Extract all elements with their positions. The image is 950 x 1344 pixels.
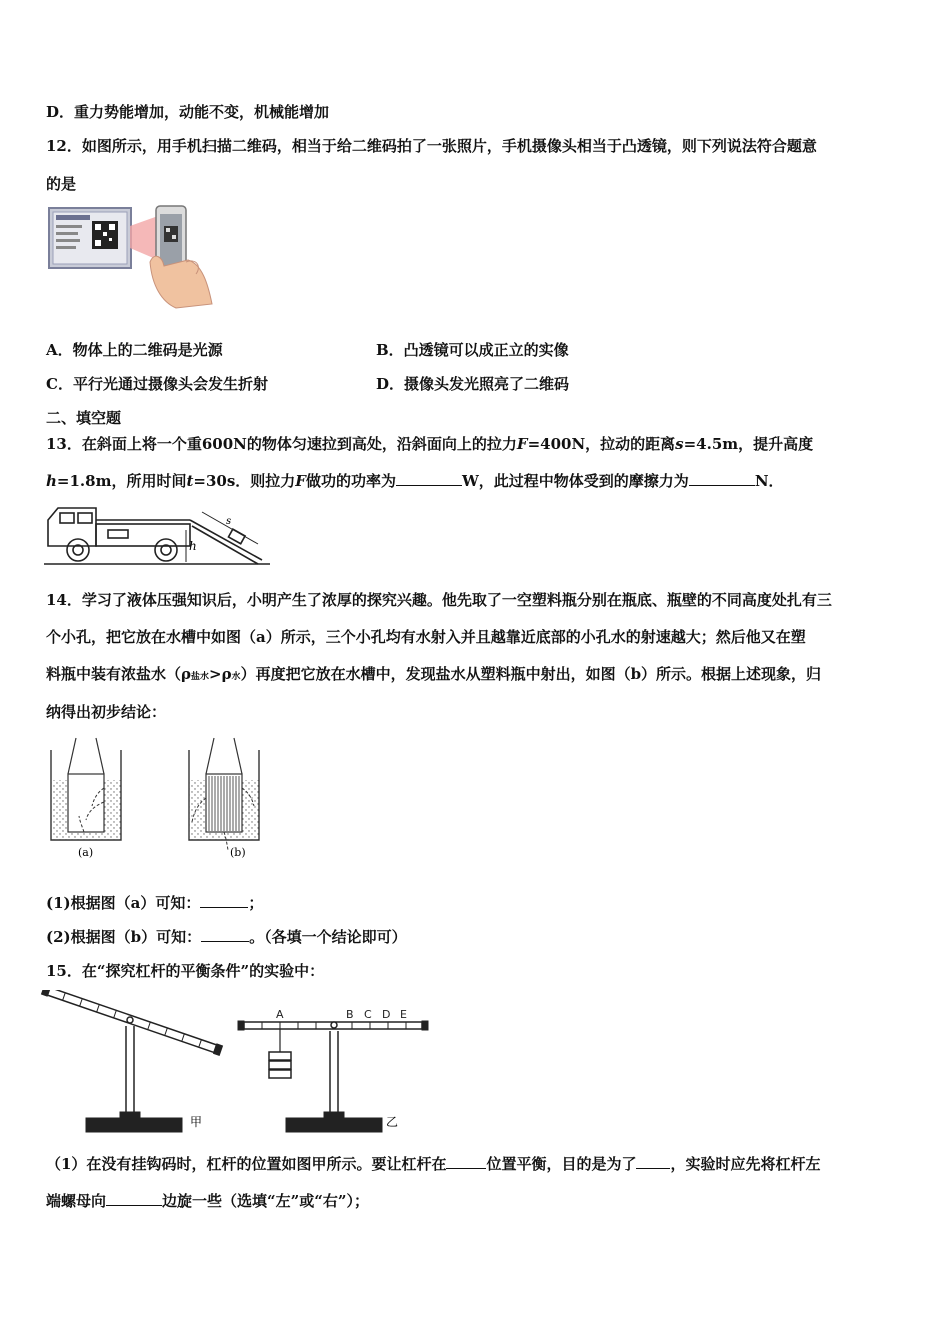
- ramp-distance-label: s: [226, 516, 232, 527]
- q14-line3: 料瓶中装有浓盐水（ρ盐水>ρ水）再度把它放在水槽中，发现盐水从塑料瓶中射出，如图（b）所示。根据上述现象，归: [46, 665, 822, 683]
- fig-a-label: (a): [78, 846, 94, 859]
- fig-b-label: (b): [230, 846, 246, 859]
- lever-label-d: D: [382, 1008, 391, 1021]
- q15-blank-position[interactable]: [446, 1154, 486, 1169]
- lever-label-e: E: [400, 1008, 407, 1021]
- q12-stem-line1: 12．如图所示，用手机扫描二维码，相当于给二维码拍了一张照片，手机摄像头相当于凸透镜，则下列说法符合题意: [46, 137, 817, 155]
- q12-stem-line2: 的是: [46, 175, 77, 193]
- q15-sub1-line2: 端螺母向 边旋一些（选填“左”或“右”）；: [46, 1192, 370, 1210]
- q14-blank-2[interactable]: [201, 927, 249, 942]
- q14-line2: 个小孔，把它放在水槽中如图（a）所示，三个小孔均有水射入并且越靠近底部的小孔水的射速越大；然后他又在塑: [46, 628, 806, 646]
- lever-label-a: A: [276, 1008, 284, 1021]
- q13-friction-blank[interactable]: [689, 471, 755, 486]
- q15-stem: 15．在“探究杠杆的平衡条件”的实验中：: [46, 962, 325, 980]
- q15-blank-direction[interactable]: [106, 1191, 162, 1206]
- q14-sub1: (1)根据图（a）可知： ；: [46, 894, 264, 912]
- bottle-tank-figure: [46, 736, 276, 862]
- q13-power-blank[interactable]: [396, 471, 462, 486]
- qr-scan-figure: [46, 204, 218, 310]
- fig-jia-label: 甲: [190, 1115, 203, 1129]
- q12-option-d: D．摄像头发光照亮了二维码: [376, 375, 570, 393]
- q15-blank-purpose[interactable]: [636, 1154, 670, 1169]
- q13-line1: 13．在斜面上将一个重600N的物体匀速拉到高处，沿斜面向上的拉力F=400N，拉动的距离s=4.5m，提升高度: [46, 435, 814, 453]
- q14-line4: 纳得出初步结论：: [46, 703, 167, 721]
- q11-option-d: D．重力势能增加，动能不变，机械能增加: [46, 103, 330, 121]
- ramp-height-label: h: [189, 539, 197, 553]
- fig-yi-label: 乙: [386, 1115, 399, 1129]
- q14-sub2: (2)根据图（b）可知： 。（各填一个结论即可）: [46, 928, 407, 946]
- q12-option-a: A．物体上的二维码是光源: [46, 341, 223, 359]
- q12-option-b: B．凸透镜可以成正立的实像: [376, 341, 569, 359]
- lever-figure: [40, 990, 440, 1140]
- section-title: 二、填空题: [46, 409, 122, 427]
- q14-blank-1[interactable]: [200, 893, 248, 908]
- q12-option-c: C．平行光通过摄像头会发生折射: [46, 375, 268, 393]
- q15-sub1-line1: （1）在没有挂钩码时，杠杆的位置如图甲所示。要让杠杆在 位置平衡，目的是为了 ，实验时应先将杠杆左: [46, 1155, 821, 1173]
- lever-label-b: B: [346, 1008, 354, 1021]
- q13-line2: h=1.8m，所用时间t=30s．则拉力F做功的功率为 W，此过程中物体受到的摩擦力为 N．: [46, 472, 784, 490]
- truck-ramp-figure: [44, 502, 274, 568]
- q14-line1: 14．学习了液体压强知识后，小明产生了浓厚的探究兴趣。他先取了一空塑料瓶分别在瓶底、瓶壁的不同高度处扎有三: [46, 591, 832, 609]
- lever-label-c: C: [364, 1008, 372, 1021]
